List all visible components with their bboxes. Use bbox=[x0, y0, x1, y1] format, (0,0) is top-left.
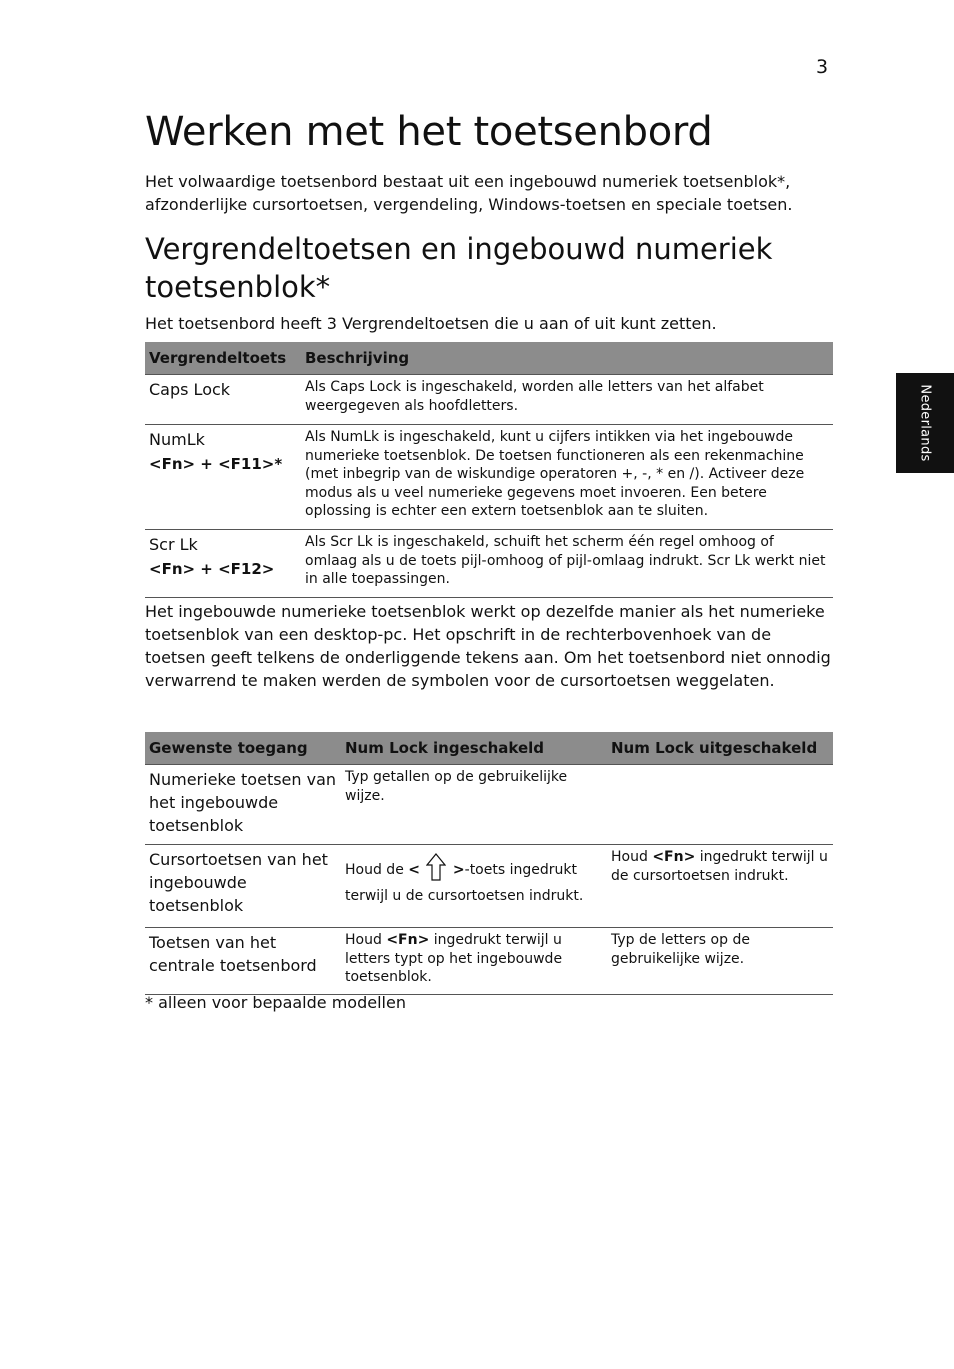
section-heading: Vergrendeltoetsen en ingebouwd numeriek toetsenblok* bbox=[145, 232, 773, 304]
intro-paragraph: Het volwaardige toetsenbord bestaat uit een ingebouwd numeriek toetsenblok*, afzonderlijke cursortoetsen, vergendeling, Windows-toetsen en speciale toetsen. bbox=[145, 172, 793, 214]
key-bracket: < bbox=[408, 861, 420, 878]
instruction-text: Houd bbox=[611, 849, 653, 865]
lock-key-name: NumLk bbox=[149, 430, 205, 449]
lock-description: Als Scr Lk is ingeschakeld, schuift het scherm één regel omhoog of omlaag als u de toets pijl-omhoog of pijl-omlaag indrukt. Scr Lk werkt niet in alle toepassingen. bbox=[301, 530, 833, 598]
footnote: * alleen voor bepaalde modellen bbox=[145, 993, 406, 1012]
lock-key-name: Caps Lock bbox=[149, 380, 231, 399]
table-row bbox=[145, 375, 833, 425]
table-row bbox=[145, 425, 833, 530]
shift-arrow-up-icon bbox=[426, 853, 446, 887]
language-tab-label: Nederlands bbox=[917, 384, 933, 462]
table-header-row bbox=[145, 732, 833, 765]
column-header: Vergrendeltoets bbox=[145, 342, 301, 375]
column-header: Beschrijving bbox=[301, 342, 833, 375]
lock-keys-table bbox=[145, 342, 833, 598]
lock-description: Als NumLk is ingeschakeld, kunt u cijfers intikken via het ingebouwde numerieke toetsenblok. De toetsen functioneren als een rekenmachine (met inbegrip van de wiskundige operatoren +, -, * en /). Activeer deze modus als u veel numerieke gegevens moet invoeren. Een betere oplossing is echter een extern toetsenblok aan te sluiten. bbox=[301, 425, 833, 530]
lock-key-cell bbox=[145, 375, 301, 425]
page-number: 3 bbox=[816, 56, 829, 78]
numlock-off-cell: Typ de letters op de gebruikelijke wijze. bbox=[607, 928, 833, 995]
numpad-paragraph: Het ingebouwde numerieke toetsenblok werkt op dezelfde manier als het numerieke toetsenblok van een desktop-pc. Het opschrift in de rechterbovenhoek van de toetsen geeft telkens de onderliggende tekens aan. Om het toetsenbord niet onnodig verwarrend te maken werden de symbolen voor de cursortoetsen weggelaten. bbox=[145, 602, 831, 690]
fn-key: <Fn> bbox=[652, 849, 696, 865]
column-header: Num Lock ingeschakeld bbox=[341, 732, 607, 765]
access-type-cell: Numerieke toetsen van het ingebouwde toetsenblok bbox=[145, 765, 341, 845]
instruction-text: ingedrukt terwijl u de cursortoetsen indrukt. bbox=[611, 849, 828, 884]
section-intro: Het toetsenbord heeft 3 Vergrendeltoetsen die u aan of uit kunt zetten. bbox=[145, 314, 717, 333]
lock-description: Als Caps Lock is ingeschakeld, worden alle letters van het alfabet weergegeven als hoofdletters. bbox=[301, 375, 833, 425]
numlock-off-cell bbox=[607, 845, 833, 928]
lock-key-cell bbox=[145, 425, 301, 530]
lock-key-cell bbox=[145, 530, 301, 598]
key-bracket: > bbox=[452, 861, 465, 878]
access-type-cell: Toetsen van het centrale toetsenbord bbox=[145, 928, 341, 995]
lock-key-shortcut: <Fn> + <F11>* bbox=[149, 455, 283, 473]
table-row bbox=[145, 845, 833, 928]
instruction-text: Houd bbox=[345, 932, 387, 948]
column-header: Gewenste toegang bbox=[145, 732, 341, 765]
numlock-on-cell: Typ getallen op de gebruikelijke wijze. bbox=[341, 765, 607, 845]
table-row bbox=[145, 928, 833, 995]
table-row bbox=[145, 530, 833, 598]
column-header: Num Lock uitgeschakeld bbox=[607, 732, 833, 765]
numlock-on-cell bbox=[341, 845, 607, 928]
table-header-row bbox=[145, 342, 833, 375]
language-tab bbox=[896, 373, 954, 473]
table-row bbox=[145, 765, 833, 845]
instruction-text: -toets ingedrukt terwijl u de cursortoetsen indrukt. bbox=[345, 861, 584, 904]
page-title: Werken met het toetsenbord bbox=[145, 109, 713, 155]
access-type-cell: Cursortoetsen van het ingebouwde toetsenblok bbox=[145, 845, 341, 928]
numlock-off-cell bbox=[607, 765, 833, 845]
lock-key-name: Scr Lk bbox=[149, 535, 198, 554]
numlock-on-cell bbox=[341, 928, 607, 995]
access-table bbox=[145, 732, 833, 995]
lock-key-shortcut: <Fn> + <F12> bbox=[149, 560, 275, 578]
instruction-text: ingedrukt terwijl u letters typt op het ingebouwde toetsenblok. bbox=[345, 932, 563, 985]
fn-key: <Fn> bbox=[386, 932, 430, 948]
instruction-text: Houd de bbox=[345, 861, 409, 878]
